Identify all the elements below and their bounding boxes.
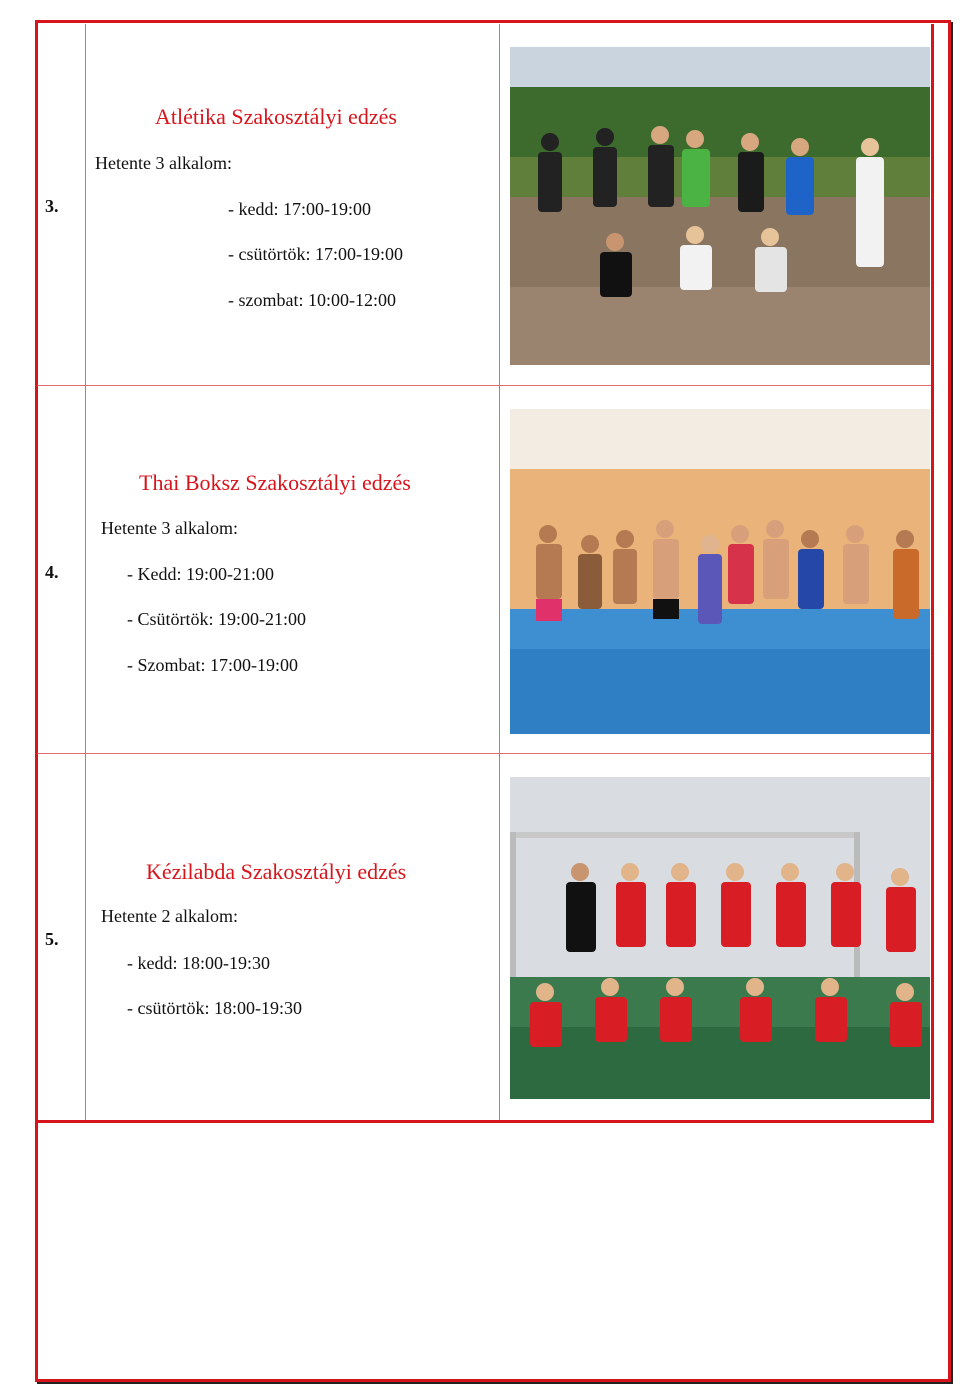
handball-group-photo: [510, 777, 930, 1099]
section-title: Atlétika Szakosztályi edzés: [155, 104, 397, 129]
frequency-label: Hetente 2 alkalom:: [101, 906, 238, 926]
row-divider-2: [37, 753, 931, 754]
section-title: Kézilabda Szakosztályi edzés: [146, 859, 407, 884]
table-right-border: [931, 24, 934, 1121]
column-divider-1: [85, 24, 86, 1121]
session-item: - szombat: 10:00-12:00: [228, 290, 396, 310]
frequency-label: Hetente 3 alkalom:: [101, 518, 238, 538]
session-item: - kedd: 18:00-19:30: [127, 953, 270, 973]
row-divider-1: [37, 385, 931, 386]
thai-boxing-group-photo: [510, 409, 930, 734]
session-item: - csütörtök: 18:00-19:30: [127, 998, 302, 1018]
frequency-label: Hetente 3 alkalom:: [95, 153, 232, 173]
athletics-group-photo: [510, 47, 930, 365]
session-item: - kedd: 17:00-19:00: [228, 199, 371, 219]
row-number: 3.: [45, 196, 59, 216]
session-item: - Kedd: 19:00-21:00: [127, 564, 274, 584]
section-title: Thai Boksz Szakosztályi edzés: [139, 470, 411, 495]
column-divider-2: [499, 24, 500, 1121]
session-item: - Szombat: 17:00-19:00: [127, 655, 298, 675]
session-item: - csütörtök: 17:00-19:00: [228, 244, 403, 264]
row-number: 4.: [45, 562, 59, 582]
table-bottom-border: [37, 1120, 934, 1123]
session-item: - Csütörtök: 19:00-21:00: [127, 609, 306, 629]
row-number: 5.: [45, 929, 59, 949]
